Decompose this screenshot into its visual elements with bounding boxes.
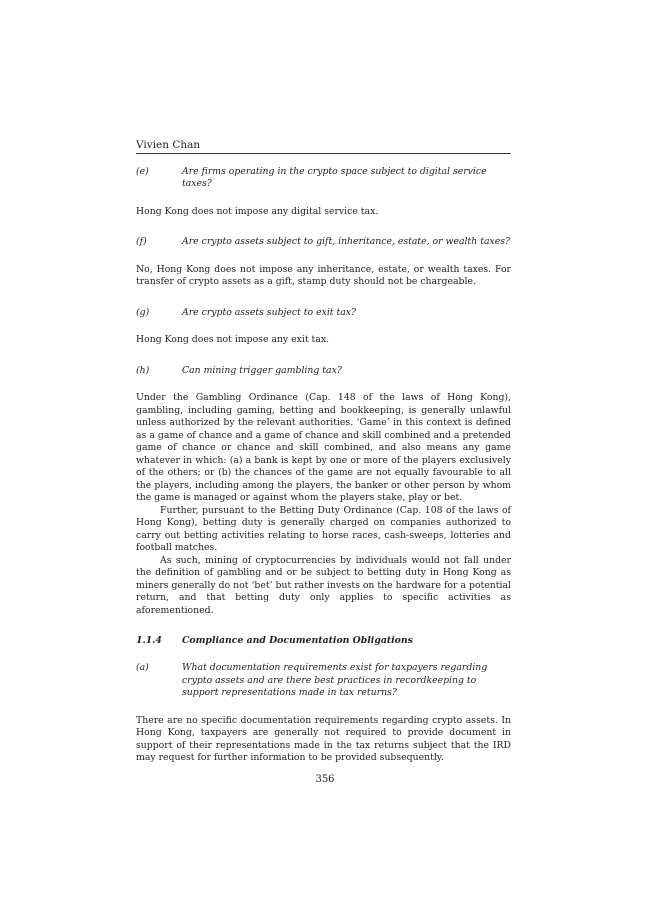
question-text: Are crypto assets subject to gift, inheritance, estate, or wealth taxes? bbox=[182, 236, 510, 248]
section-title: Compliance and Documentation Obligations bbox=[182, 635, 413, 647]
page-number: 356 bbox=[315, 774, 335, 785]
section-heading bbox=[136, 635, 511, 647]
answer-paragraph: Hong Kong does not impose any digital service tax. bbox=[136, 205, 379, 217]
question-e bbox=[136, 166, 511, 191]
question-h bbox=[136, 365, 511, 377]
answer-paragraph: Hong Kong does not impose any exit tax. bbox=[136, 334, 330, 346]
answer-paragraph: As such, mining of cryptocurrencies by individuals would not fall under the definition of gambling and or be subject to betting duty in Hong Kong as miners generally do not ‘bet’ but rather invests on the hardware for a potential return, and that betting duty only applies to specific activities as aforementioned. bbox=[136, 554, 511, 616]
question-a bbox=[136, 662, 511, 699]
answer-paragraph: No, Hong Kong does not impose any inheritance, estate, or wealth taxes. For transfer of crypto assets as a gift, stamp duty should not be chargeable. bbox=[136, 263, 511, 288]
answer-paragraph: There are no specific documentation requirements regarding crypto assets. In Hong Kong, taxpayers are generally not required to provide document in support of their representations made in the tax returns subject that the IRD may request for further information to be provided subsequently. bbox=[136, 714, 511, 764]
section-number: 1.1.4 bbox=[136, 635, 162, 647]
question-f bbox=[136, 236, 511, 248]
question-text: Can mining trigger gambling tax? bbox=[182, 364, 342, 376]
running-head: Vivien Chan bbox=[136, 138, 511, 154]
answer-paragraph: Further, pursuant to the Betting Duty Ordinance (Cap. 108 of the laws of Hong Kong), betting duty is generally charged on companies authorized to carry out betting activities relating to horse races, cash-sweeps, lotteries and football matches. bbox=[136, 504, 511, 554]
question-label: (a) bbox=[136, 662, 149, 674]
question-text: What documentation requirements exist for taxpayers regarding crypto assets and are there best practices in recordkeeping to support representations made in tax returns? bbox=[182, 662, 488, 699]
question-label: (h) bbox=[136, 364, 150, 376]
question-g bbox=[136, 307, 511, 319]
answer-paragraph: Under the Gambling Ordinance (Cap. 148 of the laws of Hong Kong), gambling, including gaming, betting and bookkeeping, is generally unlawful unless authorized by the relevant authorities. ‘Game’ in this context is defined as a game of chance and a game of chance and skill combined and a pretended game of chance or chance and skill combined, and also means any game whatever in which: (a) a bank is kept by one or more of the players exclusively of the others; or (b) the chances of the game are not equally favourable to all the players, including among the players, the banker or other person by whom the game is managed or against whom the players stake, play or bet. bbox=[136, 392, 511, 504]
question-text: Are crypto assets subject to exit tax? bbox=[182, 306, 357, 318]
page-body bbox=[136, 138, 511, 765]
question-label: (g) bbox=[136, 306, 150, 318]
question-label: (e) bbox=[136, 166, 149, 177]
question-label: (f) bbox=[136, 236, 147, 248]
question-text: Are firms operating in the crypto space subject to digital service taxes? bbox=[182, 166, 487, 190]
